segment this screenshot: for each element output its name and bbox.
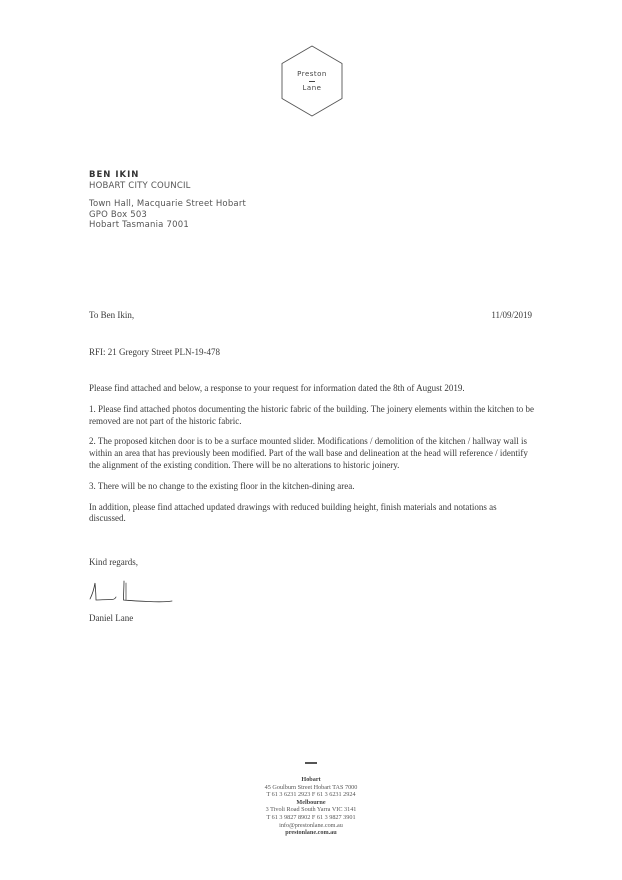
footer [211,776,411,837]
recipient-address [89,199,246,231]
footer-address-hobart: 45 Goulburn Street Hobart TAS 7000 [264,783,358,791]
footer-city-melbourne: Melbourne [296,798,326,806]
signature-icon [88,579,178,605]
footer-website: prestonlane.com.au [285,829,337,837]
body-paragraph: 2. The proposed kitchen door is to be a surface mounted slider. Modifications / demolition of the kitchen / hallway wall is within an area that has previously been modified. Part of the wall base and delineation at the head will reference / identify the alignment of the existing condition. There will be no alterations to historic joinery. [89,436,528,470]
letter-date: 11/09/2019 [491,310,532,320]
address-line: Hobart Tasmania 7001 [89,220,189,230]
recipient-organization: HOBART CITY COUNCIL [89,180,191,191]
closing: Kind regards, [89,557,138,567]
footer-divider [305,762,317,764]
letter-body [89,383,535,534]
body-paragraph: Please find attached and below, a response to your request for information dated the 8th of August 2019. [89,383,465,393]
body-paragraph: 1. Please find attached photos documenting the historic fabric of the building. The joinery elements within the kitchen to be removed are not part of the historic fabric. [89,403,534,426]
address-line: Town Hall, Macquarie Street Hobart [89,199,247,209]
footer-phone-melbourne: T 61 3 9827 8902 F 61 3 9827 3901 [266,813,356,821]
signature [88,579,178,610]
footer-city-hobart: Hobart [301,776,321,783]
address-line: GPO Box 503 [89,209,148,220]
footer-email: info@prestonlane.com.au [279,821,343,829]
body-paragraph: 3. There will be no change to the existing floor in the kitchen-dining area. [89,480,355,491]
logo-text-lane: Lane [302,84,322,92]
rfi-reference: RFI: 21 Gregory Street PLN-19-478 [89,347,220,357]
salutation: To Ben Ikin, [89,310,135,320]
body-paragraph: In addition, please find attached updated drawings with reduced building height, finish materials and notations as discussed. [89,501,497,524]
footer-address-melbourne: 3 Tivoli Road South Yarra VIC 3141 [265,806,357,814]
recipient-block [89,170,191,191]
company-logo [281,45,343,117]
footer-phone-hobart: T 61 3 6231 2923 F 61 3 6231 2924 [266,791,356,799]
recipient-name: BEN IKIN [89,170,140,180]
logo-text-preston: Preston [297,70,327,78]
logo-divider [309,81,315,82]
signer-name: Daniel Lane [89,613,134,623]
